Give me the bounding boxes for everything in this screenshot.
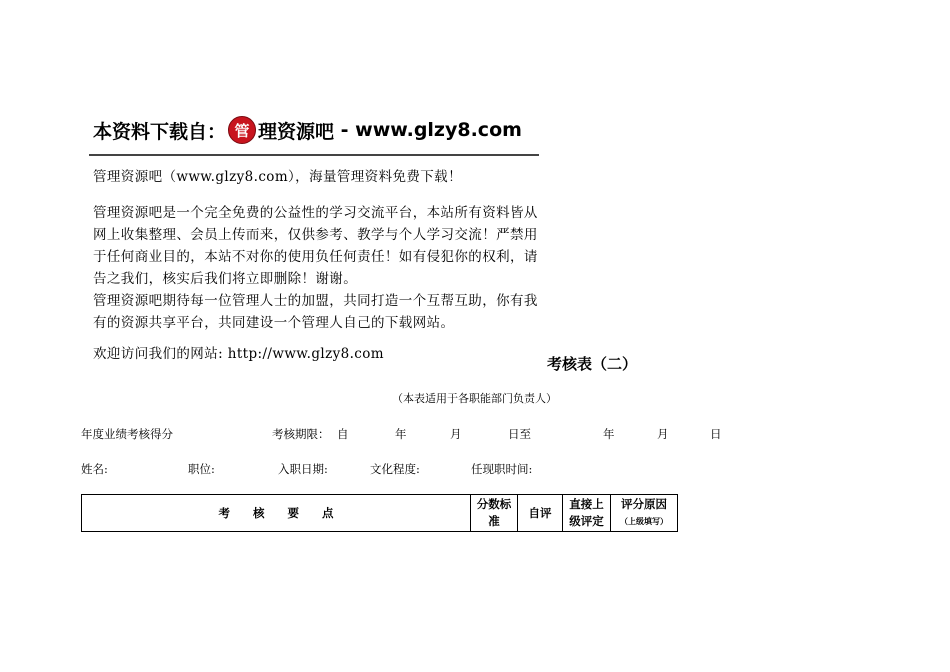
- superior-eval-line2: 级评定: [569, 514, 604, 528]
- notice-intro: [93, 166, 543, 188]
- reason-header: [611, 495, 678, 532]
- key-points-header: 考 核 要 点: [82, 495, 471, 532]
- notice-visit: [93, 343, 543, 365]
- period-start-year-label: 年: [395, 427, 407, 441]
- period-end-year-label: 年: [603, 427, 615, 441]
- table-header-row: [82, 495, 678, 532]
- period-label: 考核期限：: [272, 427, 330, 441]
- notice-disclaimer-text: 管理资源吧是一个完全免费的公益性的学习交流平台，本站所有资料皆从网上收集整理、会员上传而来，仅供参考、教学与个人学习交流！严禁用于任何商业目的，本站不对你的使用负任何责任！如有侵犯你的权利，请告之我们，核实后我们将立即删除！谢谢。: [93, 205, 538, 287]
- site-logo-icon: 管: [228, 116, 256, 144]
- period-end-day-label: 日: [710, 427, 722, 441]
- banner-brand: 理资源吧: [258, 120, 335, 143]
- banner-separator: -: [334, 119, 356, 141]
- banner-prefix: 本资料下载自：: [93, 120, 227, 143]
- score-standard-line2: 准: [488, 514, 500, 528]
- notice-disclaimer: [93, 202, 543, 290]
- self-eval-header: 自评: [518, 495, 563, 532]
- page-title: 考核表（二）: [547, 355, 638, 373]
- notice-visit-link[interactable]: 欢迎访问我们的网站: http://www.glzy8.com: [93, 346, 384, 362]
- period-until-label: 日至: [508, 427, 531, 441]
- period-from-label: 自: [337, 427, 349, 441]
- superior-eval-header: [563, 495, 611, 532]
- notice-invitation: [93, 290, 543, 334]
- download-source-banner: [93, 113, 522, 147]
- period-end-month-label: 月: [657, 427, 669, 441]
- notice-invitation-text: 管理资源吧期待每一位管理人士的加盟，共同打造一个互帮互助，你有我有的资源共享平台，共同建设一个管理人自己的下载网站。: [93, 293, 538, 331]
- hire-date-label: 入职日期:: [278, 462, 328, 476]
- reason-line2: （上级填写）: [620, 517, 668, 526]
- notice-intro-text: 管理资源吧（www.glzy8.com），海量管理资料免费下载！: [93, 169, 462, 185]
- name-label: 姓名:: [81, 462, 108, 476]
- period-start-month-label: 月: [450, 427, 462, 441]
- assessment-table: [81, 494, 678, 532]
- score-standard-header: [471, 495, 518, 532]
- superior-eval-line1: 直接上: [569, 497, 604, 511]
- banner-url[interactable]: www.glzy8.com: [355, 119, 522, 141]
- position-label: 职位:: [188, 462, 215, 476]
- page-subtitle: （本表适用于各职能部门负责人）: [392, 392, 557, 405]
- score-standard-line1: 分数标: [476, 497, 512, 511]
- banner-divider: [89, 154, 539, 156]
- annual-score-label: 年度业绩考核得分: [81, 427, 173, 441]
- reason-line1: 评分原因: [621, 497, 667, 511]
- education-label: 文化程度:: [370, 462, 420, 476]
- tenure-label: 任现职时间:: [471, 462, 533, 476]
